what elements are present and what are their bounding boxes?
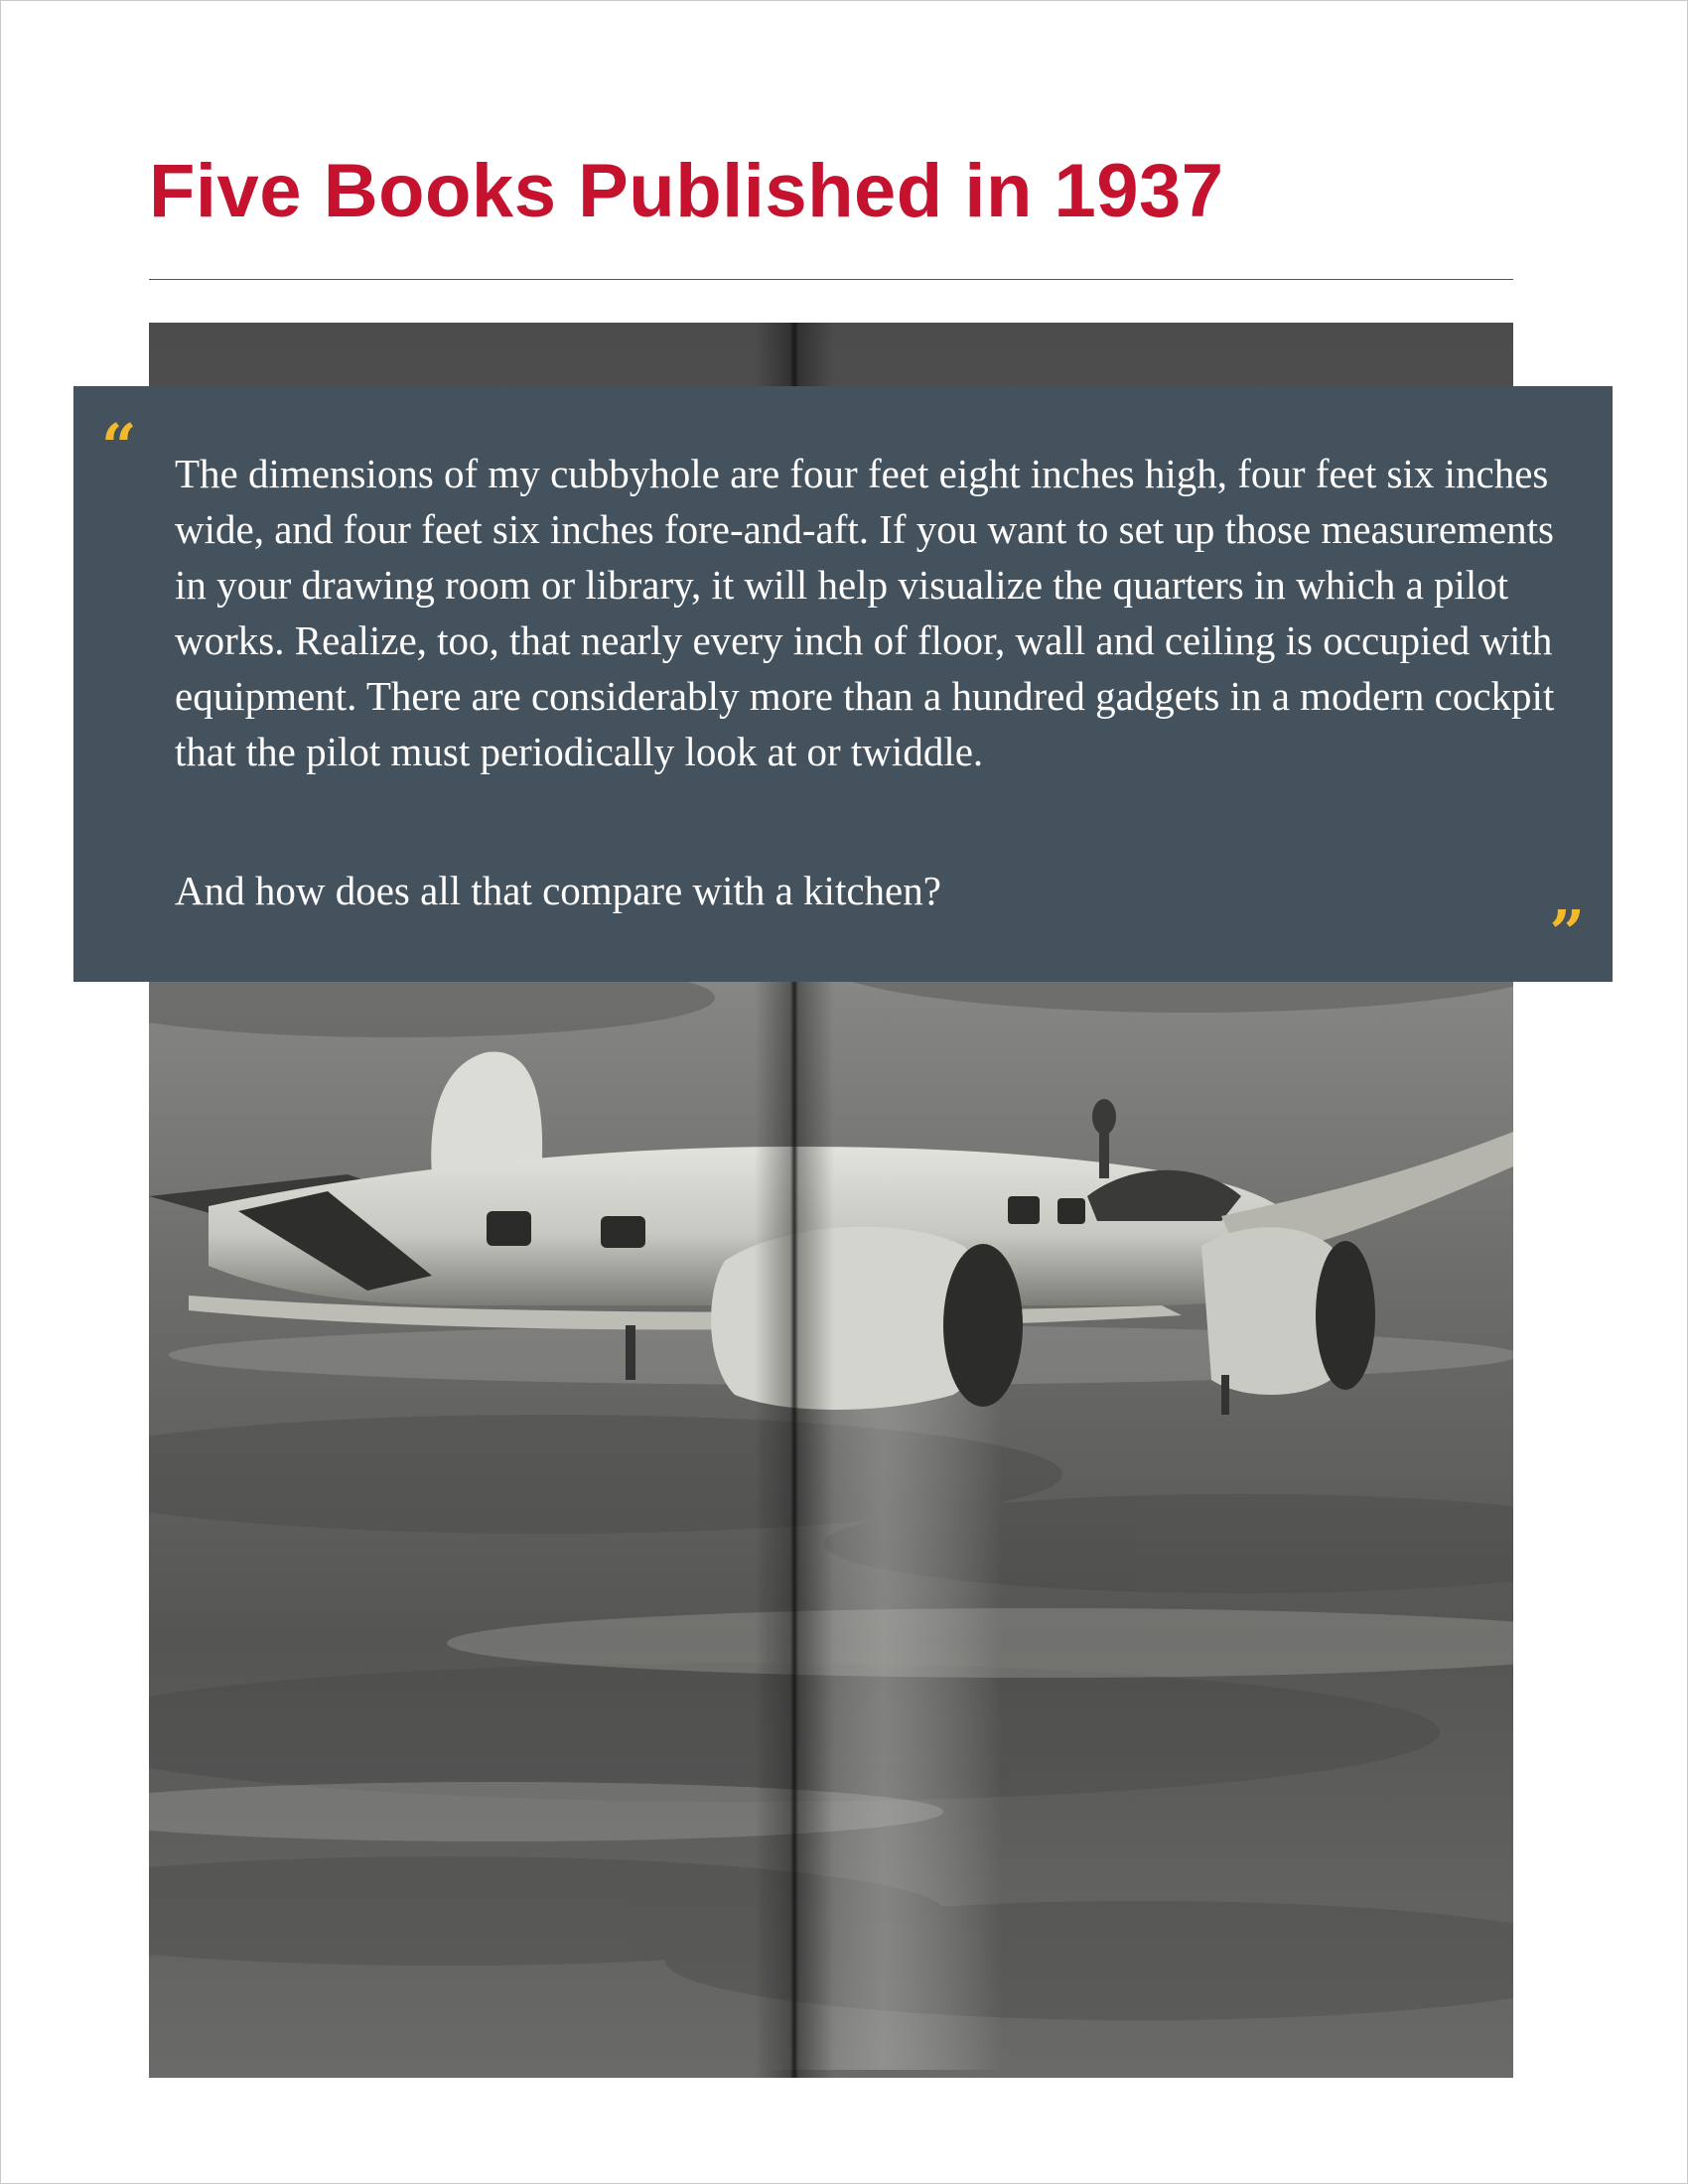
quote-paragraph-2: And how does all that compare with a kitchen? [175, 868, 941, 913]
page-title: Five Books Published in 1937 [149, 149, 1224, 233]
quote-paragraph-1: The dimensions of my cubbyhole are four feet eight inches high, four feet six inches wide, and four feet six inches fore-and-aft. If you want to set up those measurements in your drawing room or library, it will help visualize the quarters in which a pilot works. Realize, too, that nearly every inch of floor, wall and ceiling is occupied with equipment. There are considerably more than a hundred gadgets in a modern cockpit that the pilot must periodically look at or twiddle. [175, 451, 1555, 774]
close-quote-icon: ” [1549, 896, 1585, 969]
open-quote-icon: “ [101, 410, 137, 482]
title-divider [149, 279, 1513, 280]
pull-quote-box [73, 386, 1613, 982]
